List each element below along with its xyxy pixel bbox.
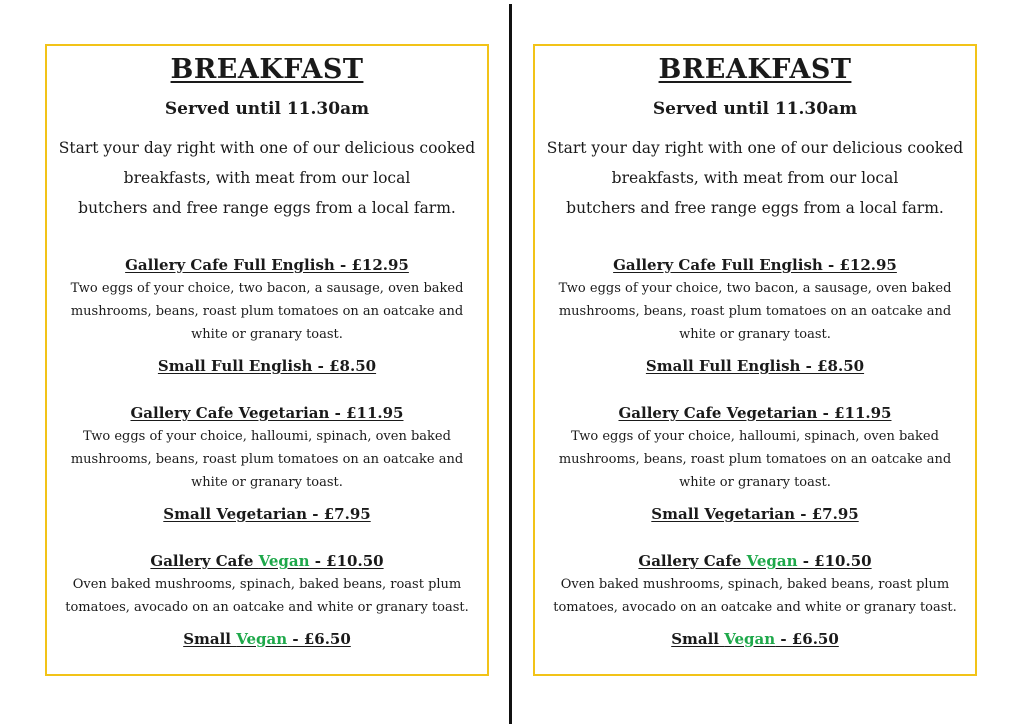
menu-subtitle: Served until 11.30am [652, 99, 858, 119]
description-line: mushrooms, beans, roast plum tomatoes on an oatcake and [558, 304, 952, 319]
intro-line: breakfasts, with meat from our local [123, 169, 411, 187]
description-line: Oven baked mushrooms, spinach, baked beans, roast plum [72, 577, 462, 592]
vegetarian-description [535, 425, 975, 494]
breakfast-menu-card-left [45, 44, 489, 676]
small-full-english: Small Full English - £8.50 [157, 357, 377, 375]
full-english-item [47, 253, 487, 346]
description-line: Two eggs of your choice, two bacon, a sausage, oven baked [70, 281, 464, 296]
description-line: Two eggs of your choice, halloumi, spinach, oven baked [83, 429, 451, 444]
description-line: white or granary toast. [191, 475, 343, 490]
small-vegan [47, 627, 487, 651]
description-line: white or granary toast. [679, 475, 831, 490]
full-english-title: Gallery Cafe Full English - £12.95 [125, 256, 409, 274]
description-line: mushrooms, beans, roast plum tomatoes on an oatcake and [70, 452, 464, 467]
menu-intro [47, 133, 487, 223]
small-full-english: Small Full English - £8.50 [645, 357, 865, 375]
breakfast-menu-card-right [533, 44, 977, 676]
vegetarian-description [47, 425, 487, 494]
menu-intro [535, 133, 975, 223]
vegan-description [47, 573, 487, 619]
intro-line: butchers and free range eggs from a local farm. [566, 199, 944, 217]
description-line: mushrooms, beans, roast plum tomatoes on an oatcake and [558, 452, 952, 467]
description-line: mushrooms, beans, roast plum tomatoes on an oatcake and [70, 304, 464, 319]
small-vegan-prefix: Small [671, 630, 725, 648]
vegan-highlight: Vegan [258, 552, 310, 570]
intro-line: butchers and free range eggs from a local farm. [78, 199, 456, 217]
menu-title: BREAKFAST [658, 54, 852, 85]
full-english-item [535, 253, 975, 346]
description-line: white or granary toast. [679, 327, 831, 342]
vegan-item [47, 549, 487, 619]
menu-subtitle: Served until 11.30am [164, 99, 370, 119]
vegan-highlight: Vegan [236, 630, 288, 648]
small-vegetarian: Small Vegetarian - £7.95 [651, 505, 859, 523]
vegan-title-price: - £10.50 [797, 552, 872, 570]
vegan-title-prefix: Gallery Cafe [638, 552, 747, 570]
description-line: white or granary toast. [191, 327, 343, 342]
description-line: Two eggs of your choice, two bacon, a sausage, oven baked [558, 281, 952, 296]
full-english-description [47, 277, 487, 346]
description-line: Oven baked mushrooms, spinach, baked beans, roast plum [560, 577, 950, 592]
description-line: tomatoes, avocado on an oatcake and white or granary toast. [65, 600, 469, 615]
small-vegan-prefix: Small [183, 630, 237, 648]
vegan-title [47, 549, 487, 573]
vegetarian-title: Gallery Cafe Vegetarian - £11.95 [130, 404, 404, 422]
vegan-description [535, 573, 975, 619]
description-line: Two eggs of your choice, halloumi, spinach, oven baked [571, 429, 939, 444]
small-vegan [535, 627, 975, 651]
intro-line: breakfasts, with meat from our local [611, 169, 899, 187]
vegan-title-price: - £10.50 [309, 552, 384, 570]
full-english-title: Gallery Cafe Full English - £12.95 [613, 256, 897, 274]
vegetarian-item [47, 401, 487, 494]
menu-title: BREAKFAST [170, 54, 364, 85]
vegan-title [535, 549, 975, 573]
intro-line: Start your day right with one of our delicious cooked [58, 139, 476, 157]
full-english-description [535, 277, 975, 346]
vegan-highlight: Vegan [746, 552, 798, 570]
vegan-title-prefix: Gallery Cafe [150, 552, 259, 570]
small-vegetarian: Small Vegetarian - £7.95 [163, 505, 371, 523]
vegetarian-title: Gallery Cafe Vegetarian - £11.95 [618, 404, 892, 422]
description-line: tomatoes, avocado on an oatcake and white or granary toast. [553, 600, 957, 615]
intro-line: Start your day right with one of our delicious cooked [546, 139, 964, 157]
page-divider [509, 4, 512, 724]
small-vegan-price: - £6.50 [775, 630, 839, 648]
small-vegan-price: - £6.50 [287, 630, 351, 648]
vegan-item [535, 549, 975, 619]
vegetarian-item [535, 401, 975, 494]
vegan-highlight: Vegan [724, 630, 776, 648]
